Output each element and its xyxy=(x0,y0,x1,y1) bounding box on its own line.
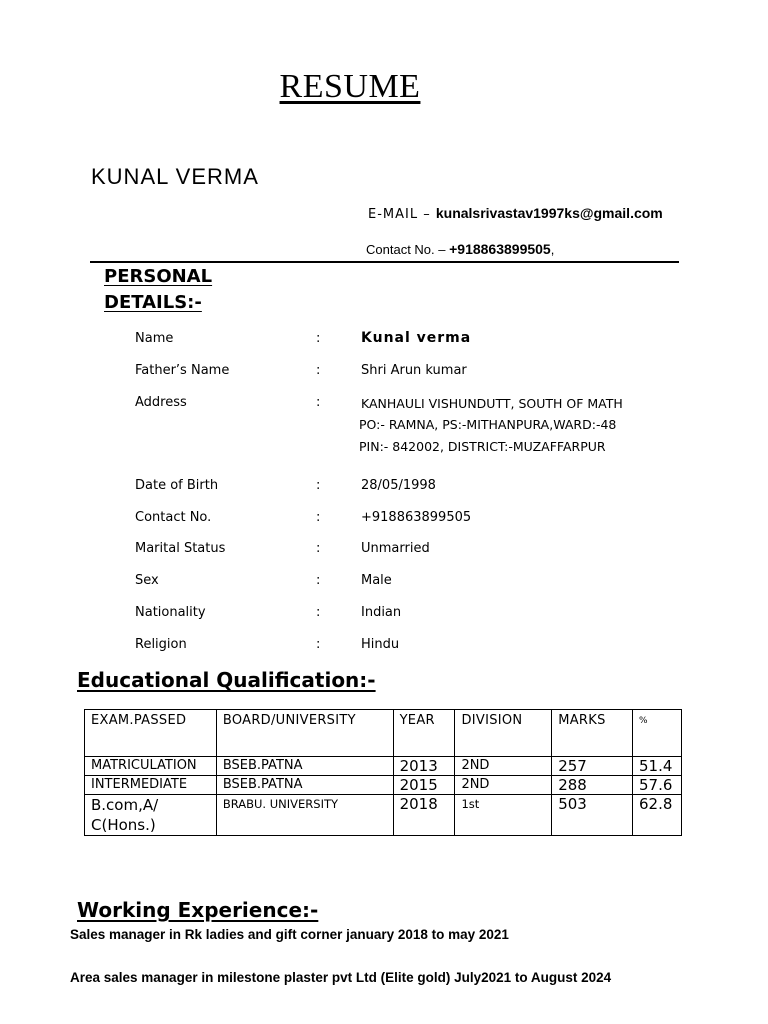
religion-value: Hindu xyxy=(361,637,400,652)
address-line-2: PO:- RAMNA, PS:-MITHANPURA,WARD:-48 xyxy=(359,417,617,432)
education-table xyxy=(84,709,682,836)
header-divider xyxy=(90,261,679,263)
dob-value: 28/05/1998 xyxy=(361,478,436,493)
table-row xyxy=(85,757,682,776)
table-cell: BSEB.PATNA xyxy=(216,776,393,795)
education-heading: Educational Qualification:- xyxy=(77,668,376,692)
work-heading: Working Experience:- xyxy=(77,898,319,922)
father-colon: : xyxy=(316,363,321,378)
table-cell: 57.6 xyxy=(633,776,682,795)
table-cell: 503 xyxy=(552,795,633,836)
contact-label: Contact No. – xyxy=(366,242,450,257)
table-cell: BSEB.PATNA xyxy=(216,757,393,776)
nationality-colon: : xyxy=(316,605,321,620)
column-header: DIVISION xyxy=(455,710,552,757)
sex-colon: : xyxy=(316,573,321,588)
email-label: E-MAIL – xyxy=(368,207,436,222)
table-cell: BRABU. UNIVERSITY xyxy=(216,795,393,836)
table-cell: 62.8 xyxy=(633,795,682,836)
work-item-2: Area sales manager in milestone plaster pvt Ltd (Elite gold) July2021 to August 2024 xyxy=(70,970,612,985)
dob-label: Date of Birth xyxy=(135,478,219,493)
dob-colon: : xyxy=(316,478,321,493)
column-header: MARKS xyxy=(552,710,633,757)
table-cell: 2013 xyxy=(393,757,455,776)
table-cell: 1st xyxy=(455,795,552,836)
religion-colon: : xyxy=(316,637,321,652)
marital-label: Marital Status xyxy=(135,541,226,556)
column-header: % xyxy=(633,710,682,757)
column-header: YEAR xyxy=(393,710,455,757)
address-line-1: KANHAULI VISHUNDUTT, SOUTH OF MATH xyxy=(361,396,623,411)
address-colon: : xyxy=(316,395,321,410)
table-cell: 257 xyxy=(552,757,633,776)
father-label: Father’s Name xyxy=(135,363,230,378)
table-cell: 2ND xyxy=(455,757,552,776)
table-cell: 2015 xyxy=(393,776,455,795)
contact-value: +918863899505 xyxy=(449,241,551,257)
column-header: EXAM.PASSED xyxy=(85,710,217,757)
table-cell: 51.4 xyxy=(633,757,682,776)
table-cell: B.com,A/ C(Hons.) xyxy=(85,795,217,836)
contact-suffix: , xyxy=(550,242,555,257)
contact-no-value: +918863899505 xyxy=(361,510,472,525)
name-colon: : xyxy=(316,331,321,346)
sex-label: Sex xyxy=(135,573,159,588)
marital-value: Unmarried xyxy=(361,541,430,556)
email-line xyxy=(368,205,663,222)
table-cell: MATRICULATION xyxy=(85,757,217,776)
table-cell: 2ND xyxy=(455,776,552,795)
name-value: Kunal verma xyxy=(361,330,472,346)
address-label: Address xyxy=(135,395,187,410)
father-value: Shri Arun kumar xyxy=(361,363,467,378)
religion-label: Religion xyxy=(135,637,187,652)
table-cell: 288 xyxy=(552,776,633,795)
column-header: BOARD/UNIVERSITY xyxy=(216,710,393,757)
name-label: Name xyxy=(135,331,174,346)
candidate-name: KUNAL VERMA xyxy=(91,164,259,189)
table-header-row xyxy=(85,710,682,757)
address-line-3: PIN:- 842002, DISTRICT:-MUZAFFARPUR xyxy=(359,439,606,454)
contact-no-colon: : xyxy=(316,510,321,525)
table-row xyxy=(85,795,682,836)
resume-title: RESUME xyxy=(279,68,421,105)
contact-line xyxy=(366,241,554,257)
table-cell: INTERMEDIATE xyxy=(85,776,217,795)
sex-value: Male xyxy=(361,573,392,588)
personal-details-heading: PERSONAL DETAILS:- xyxy=(104,266,213,313)
table-cell: 2018 xyxy=(393,795,455,836)
email-value[interactable]: kunalsrivastav1997ks@gmail.com xyxy=(435,205,663,221)
nationality-value: Indian xyxy=(361,605,402,620)
contact-no-label: Contact No. xyxy=(135,510,212,525)
nationality-label: Nationality xyxy=(135,605,206,620)
table-row xyxy=(85,776,682,795)
marital-colon: : xyxy=(316,541,321,556)
work-item-1: Sales manager in Rk ladies and gift corner january 2018 to may 2021 xyxy=(70,927,509,942)
